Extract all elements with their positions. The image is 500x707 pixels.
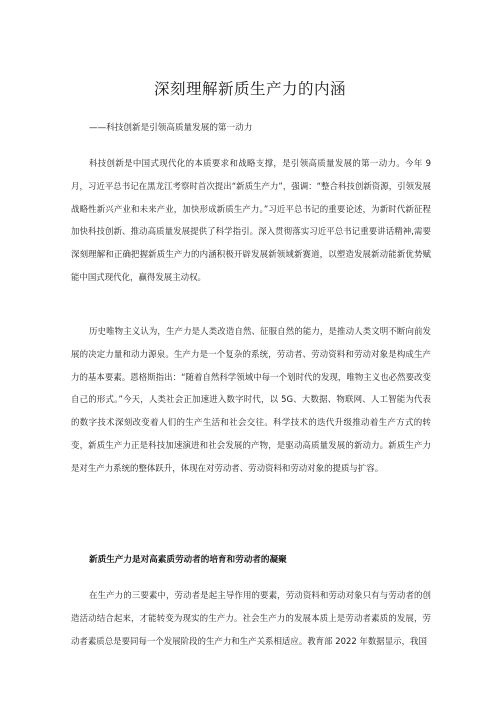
section-heading: 新质生产力是对高素质劳动者的培育和劳动者的凝聚 [89,555,287,565]
paragraph-1: 科技创新是中国式现代化的本质要求和战略支撑，是引领高质量发展的第一动力。今年 9 月，习近平总书记在黑龙江考察时首次提出“新质生产力”，强调：“整合科技创新资源，引领发展战略性新兴产业和未来产业，加快形成新质生产力。”习近平总书记的重要论述，为新时代新征程加快科技创新、推动高质量发展提供了科学指引。深入贯彻落实习近平总书记重要讲话精神,需要深刻理解和正确把握新质生产力的内涵积极开辟发展新领域新赛道，以塑造发展新动能新优势赋能中国式现代化，赢得发展主动权。 [71,158,431,282]
document-subtitle: ——科技创新是引领高质量发展的第一动力 [89,123,253,133]
document-title: 深刻理解新质生产力的内涵 [153,80,346,98]
paragraph-3: 在生产力的三要素中，劳动者是起主导作用的要素，劳动资料和劳动对象只有与劳动者的创造活动结合起来，才能转变为现实的生产力。社会生产力的发展本质上是劳动者素质的发展，劳动者素质总是要同每一个发展阶段的生产力和生产关系相适应。教育部 2022 年数据显示，我国 [71,590,431,646]
paragraph-2: 历史唯物主义认为，生产力是人类改造自然、征服自然的能力，是推动人类文明不断向前发展的决定力量和动力源泉。生产力是一个复杂的系统，劳动者、劳动资料和劳动对象是构成生产力的基本要素。恩格斯指出：“随着自然科学领域中每一个划时代的发现，唯物主义也必然要改变自己的形式。”今天，人类社会正加速进入数字时代，以 5G、大数据、物联网、人工智能为代表的数字技术深刻改变着人们的生产生活和社会交往。科学技术的迭代升级推动着生产方式的转变，新质生产力正是科技加速演进和社会发展的产物，是驱动高质量发展的新动力。新质生产力是对生产力系统的整体跃升，体现在对劳动者、劳动资料和劳动对象的提质与扩容。 [71,326,431,473]
